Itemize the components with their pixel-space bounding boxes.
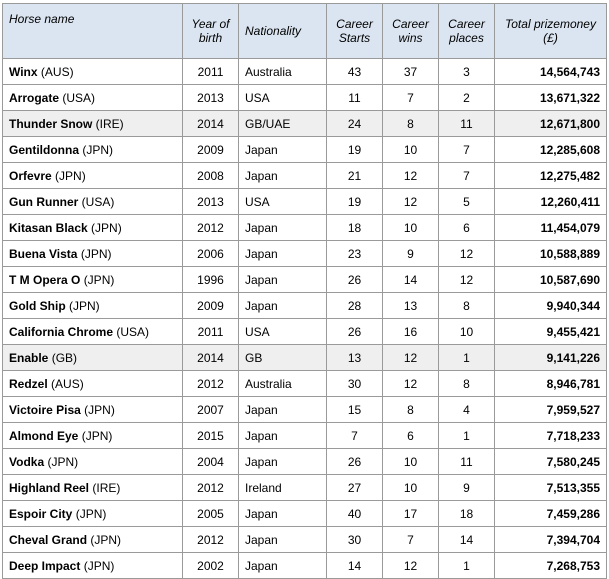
career-wins-cell: 13 xyxy=(383,293,439,319)
total-prizemoney-cell: 13,671,322 xyxy=(495,85,607,111)
table-row xyxy=(3,215,607,241)
horse-name-cell xyxy=(3,423,183,449)
horse-name-cell xyxy=(3,397,183,423)
horse-name: Winx xyxy=(9,64,38,79)
table-row xyxy=(3,319,607,345)
career-starts-cell: 14 xyxy=(327,553,383,579)
horse-name: Victoire Pisa xyxy=(9,402,81,417)
horse-country: (JPN) xyxy=(75,506,107,521)
career-places-cell: 7 xyxy=(439,163,495,189)
career-starts-cell: 27 xyxy=(327,475,383,501)
table-row xyxy=(3,345,607,371)
career-starts-cell: 19 xyxy=(327,137,383,163)
table-header xyxy=(3,4,607,59)
career-starts-cell: 18 xyxy=(327,215,383,241)
horse-name-cell xyxy=(3,449,183,475)
year-of-birth-cell: 1996 xyxy=(183,267,239,293)
total-prizemoney-cell: 10,587,690 xyxy=(495,267,607,293)
total-prizemoney-cell: 7,513,355 xyxy=(495,475,607,501)
horse-name: Buena Vista xyxy=(9,246,78,261)
horse-name: Espoir City xyxy=(9,506,73,521)
year-of-birth-cell: 2012 xyxy=(183,527,239,553)
horse-name-cell xyxy=(3,293,183,319)
career-starts-cell: 13 xyxy=(327,345,383,371)
career-wins-cell: 8 xyxy=(383,397,439,423)
year-of-birth-cell: 2009 xyxy=(183,137,239,163)
total-prizemoney-cell: 12,671,800 xyxy=(495,111,607,137)
total-prizemoney-cell: 7,959,527 xyxy=(495,397,607,423)
career-wins-cell: 12 xyxy=(383,189,439,215)
horse-name-cell xyxy=(3,267,183,293)
horse-name-cell xyxy=(3,475,183,501)
nationality-cell: Japan xyxy=(239,449,327,475)
career-starts-cell: 40 xyxy=(327,501,383,527)
nationality-cell: Japan xyxy=(239,501,327,527)
table-row xyxy=(3,241,607,267)
nationality-cell: Australia xyxy=(239,371,327,397)
horse-country: (GB) xyxy=(51,350,78,365)
career-wins-cell: 12 xyxy=(383,553,439,579)
career-wins-cell: 12 xyxy=(383,371,439,397)
career-places-cell: 11 xyxy=(439,111,495,137)
career-places-cell: 11 xyxy=(439,449,495,475)
career-places-cell: 3 xyxy=(439,59,495,85)
year-of-birth-cell: 2009 xyxy=(183,293,239,319)
year-of-birth-cell: 2014 xyxy=(183,111,239,137)
total-prizemoney-cell: 10,588,889 xyxy=(495,241,607,267)
total-prizemoney-cell: 9,141,226 xyxy=(495,345,607,371)
header-horse-name: Horse name xyxy=(3,4,183,59)
horse-name: Thunder Snow xyxy=(9,116,93,131)
total-prizemoney-cell: 12,285,608 xyxy=(495,137,607,163)
table-row xyxy=(3,449,607,475)
nationality-cell: Japan xyxy=(239,527,327,553)
horse-name-cell xyxy=(3,137,183,163)
horse-name-cell xyxy=(3,319,183,345)
career-wins-cell: 16 xyxy=(383,319,439,345)
year-of-birth-cell: 2008 xyxy=(183,163,239,189)
horse-name: T M Opera O xyxy=(9,272,81,287)
year-of-birth-cell: 2012 xyxy=(183,475,239,501)
career-wins-cell: 10 xyxy=(383,215,439,241)
nationality-cell: Japan xyxy=(239,293,327,319)
career-places-cell: 18 xyxy=(439,501,495,527)
career-places-cell: 7 xyxy=(439,137,495,163)
horse-country: (JPN) xyxy=(69,298,100,313)
career-starts-cell: 24 xyxy=(327,111,383,137)
career-places-cell: 5 xyxy=(439,189,495,215)
horse-country: (JPN) xyxy=(80,246,112,261)
table-row xyxy=(3,111,607,137)
horse-country: (JPN) xyxy=(81,428,113,443)
horse-country: (USA) xyxy=(116,324,150,339)
horse-name-cell xyxy=(3,553,183,579)
horse-name: California Chrome xyxy=(9,324,114,339)
horse-country: (JPN) xyxy=(90,532,122,547)
year-of-birth-cell: 2014 xyxy=(183,345,239,371)
year-of-birth-cell: 2002 xyxy=(183,553,239,579)
career-wins-cell: 8 xyxy=(383,111,439,137)
career-places-cell: 4 xyxy=(439,397,495,423)
career-starts-cell: 30 xyxy=(327,527,383,553)
table-row xyxy=(3,163,607,189)
horse-country: (JPN) xyxy=(83,558,115,573)
total-prizemoney-cell: 7,459,286 xyxy=(495,501,607,527)
header-career-starts: Career Starts xyxy=(327,4,383,59)
career-starts-cell: 28 xyxy=(327,293,383,319)
year-of-birth-cell: 2012 xyxy=(183,371,239,397)
horse-name: Orfevre xyxy=(9,168,52,183)
horse-country: (USA) xyxy=(62,90,96,105)
horse-name-cell xyxy=(3,527,183,553)
year-of-birth-cell: 2013 xyxy=(183,85,239,111)
horse-name: Almond Eye xyxy=(9,428,79,443)
nationality-cell: Japan xyxy=(239,267,327,293)
year-of-birth-cell: 2006 xyxy=(183,241,239,267)
horse-country: (JPN) xyxy=(55,168,86,183)
horse-country: (AUS) xyxy=(51,376,84,391)
career-starts-cell: 30 xyxy=(327,371,383,397)
table-row xyxy=(3,423,607,449)
table-row xyxy=(3,85,607,111)
horse-name: Redzel xyxy=(9,376,48,391)
nationality-cell: USA xyxy=(239,319,327,345)
total-prizemoney-cell: 7,268,753 xyxy=(495,553,607,579)
total-prizemoney-cell: 12,260,411 xyxy=(495,189,607,215)
horse-country: (JPN) xyxy=(83,272,115,287)
table-row xyxy=(3,371,607,397)
horse-name: Highland Reel xyxy=(9,480,90,495)
horse-name-cell xyxy=(3,163,183,189)
horse-name-cell xyxy=(3,371,183,397)
table-row xyxy=(3,397,607,423)
horse-name-cell xyxy=(3,241,183,267)
career-starts-cell: 19 xyxy=(327,189,383,215)
nationality-cell: Japan xyxy=(239,163,327,189)
horse-name: Enable xyxy=(9,350,49,365)
year-of-birth-cell: 2011 xyxy=(183,59,239,85)
table-row xyxy=(3,553,607,579)
career-places-cell: 12 xyxy=(439,241,495,267)
career-places-cell: 1 xyxy=(439,345,495,371)
career-places-cell: 8 xyxy=(439,371,495,397)
career-wins-cell: 37 xyxy=(383,59,439,85)
header-nationality: Nationality xyxy=(239,4,327,59)
career-places-cell: 9 xyxy=(439,475,495,501)
year-of-birth-cell: 2004 xyxy=(183,449,239,475)
career-starts-cell: 26 xyxy=(327,267,383,293)
nationality-cell: USA xyxy=(239,189,327,215)
career-wins-cell: 7 xyxy=(383,85,439,111)
horse-country: (IRE) xyxy=(92,480,121,495)
year-of-birth-cell: 2015 xyxy=(183,423,239,449)
horse-country: (IRE) xyxy=(95,116,124,131)
horse-country: (USA) xyxy=(81,194,115,209)
career-wins-cell: 10 xyxy=(383,475,439,501)
career-places-cell: 2 xyxy=(439,85,495,111)
career-wins-cell: 10 xyxy=(383,449,439,475)
career-starts-cell: 15 xyxy=(327,397,383,423)
table-row xyxy=(3,475,607,501)
horse-name: Kitasan Black xyxy=(9,220,88,235)
header-year-of-birth: Year of birth xyxy=(183,4,239,59)
nationality-cell: Japan xyxy=(239,397,327,423)
horse-country: (JPN) xyxy=(91,220,122,235)
horse-name: Gentildonna xyxy=(9,142,79,157)
career-wins-cell: 9 xyxy=(383,241,439,267)
horse-name-cell xyxy=(3,501,183,527)
total-prizemoney-cell: 14,564,743 xyxy=(495,59,607,85)
nationality-cell: Australia xyxy=(239,59,327,85)
year-of-birth-cell: 2012 xyxy=(183,215,239,241)
career-starts-cell: 26 xyxy=(327,449,383,475)
table-row xyxy=(3,137,607,163)
total-prizemoney-cell: 7,718,233 xyxy=(495,423,607,449)
horse-country: (JPN) xyxy=(84,402,115,417)
year-of-birth-cell: 2013 xyxy=(183,189,239,215)
table-body xyxy=(3,59,607,579)
header-career-places: Career places xyxy=(439,4,495,59)
horse-name-cell xyxy=(3,215,183,241)
career-wins-cell: 6 xyxy=(383,423,439,449)
career-places-cell: 8 xyxy=(439,293,495,319)
year-of-birth-cell: 2007 xyxy=(183,397,239,423)
career-wins-cell: 17 xyxy=(383,501,439,527)
table-row xyxy=(3,267,607,293)
total-prizemoney-cell: 7,394,704 xyxy=(495,527,607,553)
career-places-cell: 10 xyxy=(439,319,495,345)
horse-name-cell xyxy=(3,345,183,371)
nationality-cell: GB xyxy=(239,345,327,371)
career-wins-cell: 12 xyxy=(383,163,439,189)
horse-country: (JPN) xyxy=(47,454,79,469)
career-starts-cell: 23 xyxy=(327,241,383,267)
year-of-birth-cell: 2011 xyxy=(183,319,239,345)
table-row xyxy=(3,527,607,553)
horse-name: Vodka xyxy=(9,454,45,469)
horse-name-cell xyxy=(3,85,183,111)
total-prizemoney-cell: 9,455,421 xyxy=(495,319,607,345)
horse-name-cell xyxy=(3,59,183,85)
career-starts-cell: 43 xyxy=(327,59,383,85)
nationality-cell: USA xyxy=(239,85,327,111)
nationality-cell: Japan xyxy=(239,423,327,449)
total-prizemoney-cell: 7,580,245 xyxy=(495,449,607,475)
table-row xyxy=(3,189,607,215)
header-career-wins: Career wins xyxy=(383,4,439,59)
career-places-cell: 12 xyxy=(439,267,495,293)
nationality-cell: Japan xyxy=(239,553,327,579)
horse-country: (AUS) xyxy=(40,64,74,79)
nationality-cell: GB/UAE xyxy=(239,111,327,137)
nationality-cell: Ireland xyxy=(239,475,327,501)
horse-name: Cheval Grand xyxy=(9,532,88,547)
horse-name: Deep Impact xyxy=(9,558,81,573)
total-prizemoney-cell: 11,454,079 xyxy=(495,215,607,241)
prizemoney-table xyxy=(2,3,607,579)
header-row xyxy=(3,4,607,59)
horse-name-cell xyxy=(3,189,183,215)
horse-name-cell xyxy=(3,111,183,137)
career-places-cell: 6 xyxy=(439,215,495,241)
nationality-cell: Japan xyxy=(239,241,327,267)
career-places-cell: 1 xyxy=(439,423,495,449)
total-prizemoney-cell: 12,275,482 xyxy=(495,163,607,189)
career-places-cell: 14 xyxy=(439,527,495,553)
career-starts-cell: 21 xyxy=(327,163,383,189)
total-prizemoney-cell: 8,946,781 xyxy=(495,371,607,397)
table-row xyxy=(3,501,607,527)
year-of-birth-cell: 2005 xyxy=(183,501,239,527)
nationality-cell: Japan xyxy=(239,215,327,241)
career-wins-cell: 7 xyxy=(383,527,439,553)
total-prizemoney-cell: 9,940,344 xyxy=(495,293,607,319)
table-row xyxy=(3,59,607,85)
nationality-cell: Japan xyxy=(239,137,327,163)
career-wins-cell: 12 xyxy=(383,345,439,371)
career-starts-cell: 11 xyxy=(327,85,383,111)
career-wins-cell: 10 xyxy=(383,137,439,163)
career-starts-cell: 7 xyxy=(327,423,383,449)
header-total-prizemoney: Total prizemoney (£) xyxy=(495,4,607,59)
horse-name: Gun Runner xyxy=(9,194,79,209)
career-wins-cell: 14 xyxy=(383,267,439,293)
horse-name: Gold Ship xyxy=(9,298,66,313)
career-places-cell: 1 xyxy=(439,553,495,579)
horse-country: (JPN) xyxy=(82,142,114,157)
table-row xyxy=(3,293,607,319)
career-starts-cell: 26 xyxy=(327,319,383,345)
horse-name: Arrogate xyxy=(9,90,60,105)
